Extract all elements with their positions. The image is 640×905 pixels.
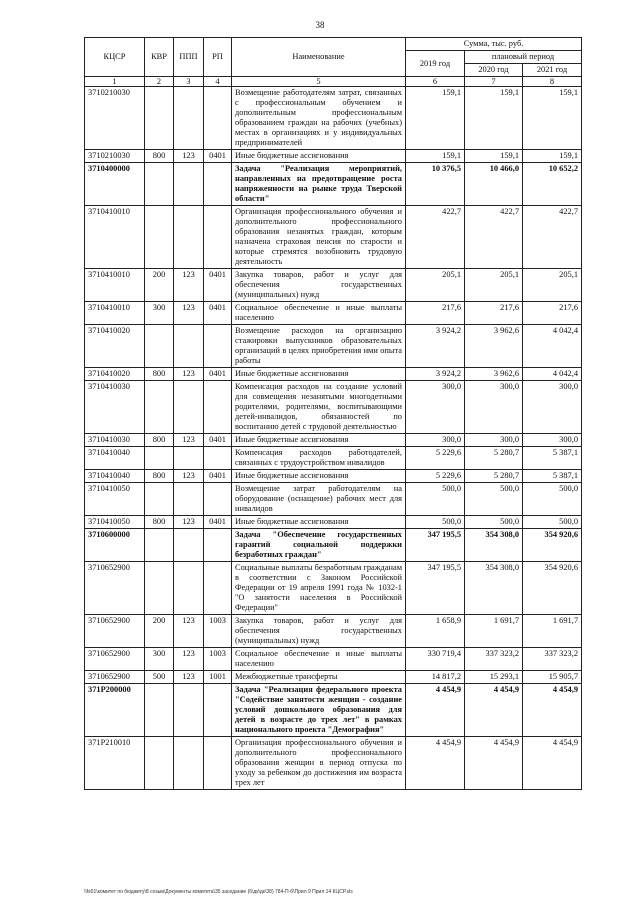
cell-2021: 205,1 [523, 269, 582, 302]
cell-rp [204, 529, 232, 562]
table-row [85, 516, 582, 529]
cell-rp: 0401 [204, 516, 232, 529]
cell-2021: 1 691,7 [523, 615, 582, 648]
cell-rp [204, 206, 232, 269]
table-row [85, 562, 582, 615]
header-name: Наименование [232, 38, 406, 77]
cell-name: Иные бюджетные ассигнования [232, 516, 406, 529]
cell-2020: 10 466,0 [465, 163, 523, 206]
table-row [85, 150, 582, 163]
cell-2021: 300,0 [523, 434, 582, 447]
table-header [85, 38, 582, 87]
table-row [85, 206, 582, 269]
cell-2020: 1 691,7 [465, 615, 523, 648]
cell-2021: 300,0 [523, 381, 582, 434]
table-row [85, 434, 582, 447]
cell-kcsr: 3710410050 [85, 516, 145, 529]
table-row [85, 529, 582, 562]
cell-kcsr: 3710210030 [85, 150, 145, 163]
cell-kcsr: 3710410020 [85, 368, 145, 381]
cell-2021: 4 042,4 [523, 368, 582, 381]
cell-rp: 1003 [204, 615, 232, 648]
cell-kcsr: 3710652900 [85, 562, 145, 615]
cell-2021: 354 920,6 [523, 562, 582, 615]
cell-2019: 500,0 [406, 483, 465, 516]
table-row [85, 648, 582, 671]
cell-2020: 500,0 [465, 483, 523, 516]
cell-ppp: 123 [174, 615, 204, 648]
table-row [85, 87, 582, 150]
cell-ppp [174, 684, 204, 737]
cell-rp [204, 562, 232, 615]
cell-2019: 4 454,9 [406, 684, 465, 737]
cell-kvr: 500 [145, 671, 174, 684]
cell-ppp [174, 325, 204, 368]
cell-name: Социальное обеспечение и иные выплаты населению [232, 302, 406, 325]
cell-name: Организация профессионального обучения и дополнительного профессионального образования женщин в период отпуска по уходу за ребенком до достижения им возраста трех лет [232, 737, 406, 790]
cell-2021: 5 387,1 [523, 447, 582, 470]
cell-kvr [145, 483, 174, 516]
cell-ppp: 123 [174, 368, 204, 381]
table-body [85, 87, 582, 790]
cell-kvr: 300 [145, 302, 174, 325]
cell-2021: 159,1 [523, 87, 582, 150]
cell-rp: 0401 [204, 150, 232, 163]
cell-kvr: 800 [145, 516, 174, 529]
cell-name: Организация профессионального обучения и дополнительного профессионального образования незанятых граждан, которым назначена страховая пенсия по старости и которые стремятся возобновить трудовую деятельность [232, 206, 406, 269]
cell-kvr: 800 [145, 150, 174, 163]
cell-2019: 5 229,6 [406, 470, 465, 483]
cell-kcsr: 371P200000 [85, 684, 145, 737]
cell-2021: 10 652,2 [523, 163, 582, 206]
cell-name: Иные бюджетные ассигнования [232, 150, 406, 163]
table-row [85, 163, 582, 206]
cell-rp [204, 325, 232, 368]
cell-2019: 159,1 [406, 150, 465, 163]
cell-kcsr: 3710652900 [85, 648, 145, 671]
cell-2020: 217,6 [465, 302, 523, 325]
cell-kvr: 200 [145, 269, 174, 302]
cell-kcsr: 3710410040 [85, 447, 145, 470]
cell-2020: 5 280,7 [465, 447, 523, 470]
cell-2020: 422,7 [465, 206, 523, 269]
cell-rp [204, 163, 232, 206]
cell-kvr [145, 87, 174, 150]
cell-kvr: 200 [145, 615, 174, 648]
cell-2019: 3 924,2 [406, 325, 465, 368]
cell-ppp [174, 447, 204, 470]
cell-ppp [174, 562, 204, 615]
column-number: 7 [465, 77, 523, 87]
cell-2019: 1 658,9 [406, 615, 465, 648]
table-row [85, 368, 582, 381]
cell-2019: 300,0 [406, 381, 465, 434]
cell-name: Межбюджетные трансферты [232, 671, 406, 684]
cell-kvr [145, 562, 174, 615]
cell-ppp: 123 [174, 671, 204, 684]
cell-2021: 4 454,9 [523, 737, 582, 790]
table-row [85, 737, 582, 790]
column-number: 1 [85, 77, 145, 87]
cell-name: Задача "Реализация федерального проекта "Содействие занятости женщин - создание условий дошкольного образования для детей в возрасте до трех лет" в рамках национального проекта "Демография" [232, 684, 406, 737]
cell-kvr: 800 [145, 368, 174, 381]
file-path-footer: \\fs01\комитет по бюджету\8 созыв\Документы комитета\35 заседание (6\дк\дк\38) 784-П-б\Прил 9 Прил 14 КЦСР.xls [84, 889, 353, 895]
cell-2019: 14 817,2 [406, 671, 465, 684]
table-row [85, 483, 582, 516]
column-number: 5 [232, 77, 406, 87]
cell-name: Иные бюджетные ассигнования [232, 368, 406, 381]
cell-rp [204, 381, 232, 434]
cell-ppp [174, 87, 204, 150]
cell-rp: 1003 [204, 648, 232, 671]
cell-name: Компенсация расходов работодателей, связанных с трудоустройством инвалидов [232, 447, 406, 470]
cell-name: Задача "Реализация мероприятий, направленных на предотвращение роста напряженности на рынке труда Тверской области" [232, 163, 406, 206]
column-number: 4 [204, 77, 232, 87]
cell-2020: 500,0 [465, 516, 523, 529]
cell-kcsr: 3710410010 [85, 302, 145, 325]
cell-rp [204, 447, 232, 470]
cell-2020: 4 454,9 [465, 737, 523, 790]
cell-2021: 500,0 [523, 483, 582, 516]
header-sum: Сумма, тыс. руб. [406, 38, 582, 51]
header-kvr: КВР [145, 38, 174, 77]
cell-kcsr: 371P210010 [85, 737, 145, 790]
cell-rp [204, 684, 232, 737]
cell-2021: 354 920,6 [523, 529, 582, 562]
table-row [85, 671, 582, 684]
cell-name: Закупка товаров, работ и услуг для обеспечения государственных (муниципальных) нужд [232, 269, 406, 302]
cell-ppp [174, 206, 204, 269]
cell-2019: 300,0 [406, 434, 465, 447]
cell-ppp [174, 381, 204, 434]
cell-2020: 354 308,0 [465, 562, 523, 615]
cell-kvr [145, 163, 174, 206]
cell-2021: 337 323,2 [523, 648, 582, 671]
cell-kcsr: 3710400000 [85, 163, 145, 206]
cell-rp: 0401 [204, 470, 232, 483]
cell-2019: 500,0 [406, 516, 465, 529]
cell-rp [204, 87, 232, 150]
cell-kcsr: 3710410030 [85, 381, 145, 434]
cell-2020: 15 293,1 [465, 671, 523, 684]
header-2021: 2021 год [523, 64, 582, 77]
cell-2020: 300,0 [465, 434, 523, 447]
page-number: 38 [315, 20, 325, 30]
cell-ppp: 123 [174, 269, 204, 302]
cell-rp [204, 483, 232, 516]
cell-kvr [145, 684, 174, 737]
header-rp: РП [204, 38, 232, 77]
cell-name: Возмещение расходов на организацию стажировки выпускников образовательных организаций в целях приобретения ими опыта работы [232, 325, 406, 368]
cell-ppp: 123 [174, 470, 204, 483]
cell-2020: 354 308,0 [465, 529, 523, 562]
cell-2019: 5 229,6 [406, 447, 465, 470]
cell-kcsr: 3710410040 [85, 470, 145, 483]
cell-ppp [174, 737, 204, 790]
cell-2021: 217,6 [523, 302, 582, 325]
cell-2020: 4 454,9 [465, 684, 523, 737]
cell-2021: 5 387,1 [523, 470, 582, 483]
column-number: 8 [523, 77, 582, 87]
cell-2019: 3 924,2 [406, 368, 465, 381]
cell-name: Иные бюджетные ассигнования [232, 470, 406, 483]
cell-kcsr: 3710210030 [85, 87, 145, 150]
cell-2021: 4 042,4 [523, 325, 582, 368]
cell-kcsr: 3710652900 [85, 615, 145, 648]
cell-kvr [145, 381, 174, 434]
cell-ppp: 123 [174, 302, 204, 325]
cell-kvr [145, 529, 174, 562]
cell-name: Компенсация расходов на создание условий для совмещения незанятыми многодетными родителями, родителями, воспитывающими детей-инвалидов, обязанностей по воспитанию детей с трудовой деятельностью [232, 381, 406, 434]
cell-rp: 0401 [204, 302, 232, 325]
cell-kvr [145, 206, 174, 269]
cell-kvr [145, 447, 174, 470]
table-row [85, 470, 582, 483]
cell-kcsr: 3710600000 [85, 529, 145, 562]
cell-ppp: 123 [174, 150, 204, 163]
cell-2020: 5 280,7 [465, 470, 523, 483]
table-row [85, 381, 582, 434]
cell-name: Социальное обеспечение и иные выплаты населению [232, 648, 406, 671]
cell-rp: 0401 [204, 434, 232, 447]
cell-2019: 217,6 [406, 302, 465, 325]
cell-2020: 205,1 [465, 269, 523, 302]
cell-ppp [174, 163, 204, 206]
column-number: 3 [174, 77, 204, 87]
cell-name: Социальные выплаты безработным гражданам в соответствии с Законом Российской Федерации от 19 апреля 1991 года № 1032-1 "О занятости населения в Российской Федерации" [232, 562, 406, 615]
cell-name: Закупка товаров, работ и услуг для обеспечения государственных (муниципальных) нужд [232, 615, 406, 648]
cell-2019: 422,7 [406, 206, 465, 269]
cell-ppp: 123 [174, 648, 204, 671]
cell-kcsr: 3710410050 [85, 483, 145, 516]
cell-ppp [174, 483, 204, 516]
cell-2021: 4 454,9 [523, 684, 582, 737]
cell-name: Возмещение работодателям затрат, связанных с профессиональным обучением и дополнительным профессиональным образованием граждан на рабочих (учебных) местах в организациях и у индивидуальных предпринимателей [232, 87, 406, 150]
cell-name: Возмещение затрат работодателям на оборудование (оснащение) рабочих мест для инвалидов [232, 483, 406, 516]
cell-2020: 337 323,2 [465, 648, 523, 671]
cell-kcsr: 3710410010 [85, 269, 145, 302]
cell-2020: 300,0 [465, 381, 523, 434]
cell-2020: 3 962,6 [465, 325, 523, 368]
cell-2019: 159,1 [406, 87, 465, 150]
cell-kvr [145, 325, 174, 368]
cell-kcsr: 3710410020 [85, 325, 145, 368]
header-kcsr: КЦСР [85, 38, 145, 77]
cell-kcsr: 3710410030 [85, 434, 145, 447]
header-2020: 2020 год [465, 64, 523, 77]
cell-2020: 3 962,6 [465, 368, 523, 381]
column-number: 2 [145, 77, 174, 87]
cell-2019: 347 195,5 [406, 529, 465, 562]
budget-table [84, 37, 582, 790]
cell-rp: 0401 [204, 269, 232, 302]
table-row [85, 447, 582, 470]
cell-2019: 330 719,4 [406, 648, 465, 671]
cell-kvr: 300 [145, 648, 174, 671]
table-row [85, 269, 582, 302]
column-number: 6 [406, 77, 465, 87]
column-number-row [85, 77, 582, 87]
cell-rp [204, 737, 232, 790]
header-planned-period: плановый период [465, 51, 582, 64]
cell-2021: 15 905,7 [523, 671, 582, 684]
table-row [85, 615, 582, 648]
table-row [85, 302, 582, 325]
cell-ppp: 123 [174, 434, 204, 447]
cell-2021: 500,0 [523, 516, 582, 529]
cell-2020: 159,1 [465, 87, 523, 150]
cell-ppp [174, 529, 204, 562]
cell-2020: 159,1 [465, 150, 523, 163]
cell-2019: 4 454,9 [406, 737, 465, 790]
cell-2019: 205,1 [406, 269, 465, 302]
cell-rp: 0401 [204, 368, 232, 381]
header-2019: 2019 год [406, 51, 465, 77]
cell-kcsr: 3710652900 [85, 671, 145, 684]
cell-kcsr: 3710410010 [85, 206, 145, 269]
cell-kvr: 800 [145, 434, 174, 447]
cell-kvr [145, 737, 174, 790]
table-row [85, 684, 582, 737]
cell-2019: 10 376,5 [406, 163, 465, 206]
cell-ppp: 123 [174, 516, 204, 529]
cell-kvr: 800 [145, 470, 174, 483]
cell-2019: 347 195,5 [406, 562, 465, 615]
cell-name: Иные бюджетные ассигнования [232, 434, 406, 447]
cell-rp: 1001 [204, 671, 232, 684]
header-ppp: ППП [174, 38, 204, 77]
table-row [85, 325, 582, 368]
cell-2021: 159,1 [523, 150, 582, 163]
cell-name: Задача "Обеспечение государственных гарантий социальной поддержки безработных граждан" [232, 529, 406, 562]
cell-2021: 422,7 [523, 206, 582, 269]
